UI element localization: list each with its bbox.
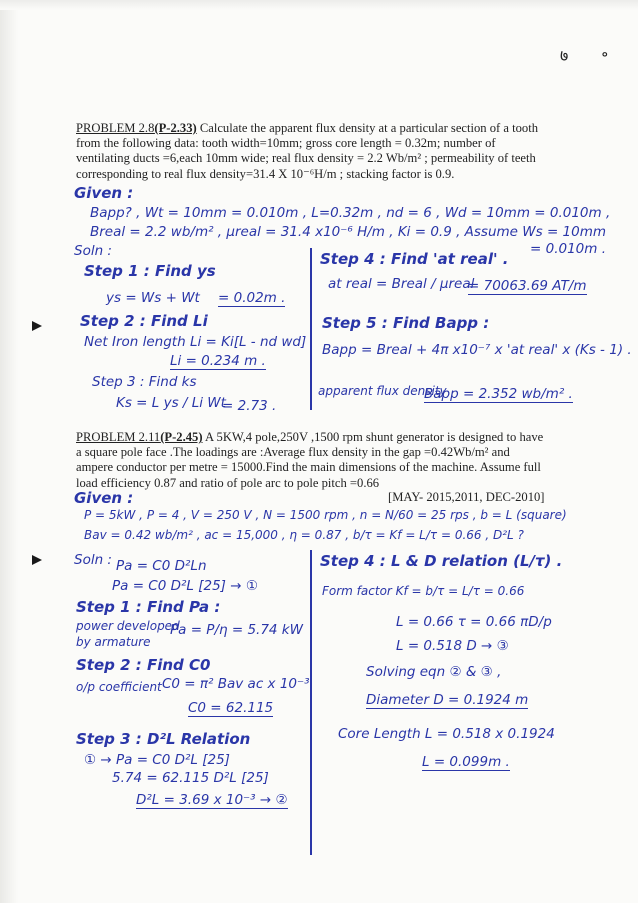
s2-step-4-title: Step 4 : L & D relation (L/τ) . — [320, 552, 563, 570]
given-line-1: Bapp? , Wt = 10mm = 0.010m , L=0.32m , nd = 6 , Wd = 10mm = 0.010m , — [90, 205, 611, 221]
problem-2-line-2: a square pole face .The loadings are :Average flux density in the gap =0.42Wb/m² and — [76, 445, 510, 460]
s2-step-2-answer: C0 = 62.115 — [188, 700, 274, 716]
step-2-equation: Net Iron length Li = Ki[L - nd wd] — [84, 334, 307, 350]
step-4-title: Step 4 : Find 'at real' . — [320, 250, 509, 268]
given-label-2: Given : — [74, 489, 134, 507]
step-2-title: Step 2 : Find Li — [80, 312, 208, 330]
s2-step-1-label-2: by armature — [76, 635, 151, 649]
s2-step-2-label: o/p coefficient — [76, 680, 162, 694]
step-3-answer: = 2.73 . — [222, 398, 277, 414]
step-5-result: Bapp = 2.352 wb/m² . — [424, 386, 573, 402]
step-1-title: Step 1 : Find ys — [84, 262, 216, 280]
column-divider-1 — [310, 248, 312, 410]
binder-mark-icon — [30, 319, 44, 333]
given-line-3: = 0.010m . — [530, 241, 606, 257]
problem-2-statement — [76, 430, 600, 491]
s2-step-3-equation-2: 5.74 = 62.115 D²L [25] — [112, 770, 269, 786]
step-3-equation: Ks = L ys / Li Wt — [116, 395, 226, 411]
s2-step-1-equation: Pa = P/η = 5.74 kW — [170, 622, 303, 638]
step-4-equation: at real = Breal / μreal — [328, 276, 475, 292]
s2-step-4-final: L = 0.099m . — [422, 754, 510, 770]
problem-1-statement — [76, 121, 596, 182]
problem-2-label: PROBLEM 2.11(P-2.45) — [76, 430, 203, 444]
column-divider-2 — [310, 550, 312, 855]
step-1-answer: = 0.02m . — [218, 290, 286, 306]
s2-step-4-l-eq-2: L = 0.518 D → ③ — [396, 638, 509, 654]
soln-label-2: Soln : — [74, 552, 112, 568]
s2-step-3-answer: D²L = 3.69 x 10⁻³ → ② — [136, 792, 288, 808]
s2-step-4-core-length: Core Length L = 0.518 x 0.1924 — [338, 726, 555, 742]
step-5-result-label: apparent flux density — [318, 384, 447, 398]
s2-step-1-label-1: power developed — [76, 619, 180, 633]
s2-step-1-title: Step 1 : Find Pa : — [76, 598, 221, 616]
exam-reference: [MAY- 2015,2011, DEC-2010] — [388, 490, 545, 504]
pa-equation-1: Pa = C0 D²Ln — [116, 558, 207, 574]
s2-step-2-title: Step 2 : Find C0 — [76, 656, 211, 674]
page-top-shadow — [0, 0, 638, 10]
problem-1-line-2: from the following data: tooth width=10mm; gross core length = 0.32m; number of — [76, 136, 496, 151]
s2-step-4-solving: Solving eqn ② & ③ , — [366, 664, 502, 680]
page-edge-shadow — [0, 0, 18, 903]
s2-step-2-equation: C0 = π² Bav ac x 10⁻³ — [162, 676, 310, 692]
given-2-line-1: P = 5kW , P = 4 , V = 250 V , N = 1500 rpm , n = N/60 = 25 rps , b = L (square) — [84, 508, 567, 522]
problem-2-line-3: ampere conductor per metre = 15000.Find the main dimensions of the machine. Assume full — [76, 460, 541, 475]
step-2-answer: Li = 0.234 m . — [170, 353, 266, 369]
s2-step-4-l-eq-1: L = 0.66 τ = 0.66 πD/p — [396, 614, 552, 630]
step-5-title: Step 5 : Find Bapp : — [322, 314, 490, 332]
given-2-line-2: Bav = 0.42 wb/m² , ac = 15,000 , η = 0.87 , b/τ = Kf = L/τ = 0.66 , D²L ? — [84, 528, 524, 542]
problem-2-text: A 5KW,4 pole,250V ,1500 rpm shunt generator is designed to have — [202, 430, 544, 444]
given-line-2: Breal = 2.2 wb/m² , μreal = 31.4 x10⁻⁶ H/m , Ki = 0.9 , Assume Ws = 10mm — [90, 224, 607, 240]
problem-1-line-3: ventilating ducts =6,each 10mm wide; real flux density = 2.2 Wb/m² ; permeability of teeth — [76, 151, 536, 166]
binder-mark-icon — [30, 553, 44, 567]
step-3-title: Step 3 : Find ks — [92, 374, 197, 390]
s2-step-4-diameter: Diameter D = 0.1924 m — [366, 692, 529, 708]
problem-1-text: Calculate the apparent flux density at a particular section of a tooth — [196, 121, 539, 135]
pa-equation-2: Pa = C0 D²L [25] → ① — [112, 578, 258, 594]
problem-2-line-4: load efficiency 0.87 and ratio of pole arc to pole pitch =0.66 — [76, 475, 380, 490]
step-5-equation: Bapp = Breal + 4π x10⁻⁷ x 'at real' x (Ks - 1) . — [322, 342, 632, 358]
step-4-answer: = 70063.69 AT/m — [468, 278, 587, 294]
s2-step-3-equation-1: ① → Pa = C0 D²L [25] — [84, 752, 230, 768]
given-label-1: Given : — [74, 184, 134, 202]
s2-step-3-title: Step 3 : D²L Relation — [76, 730, 251, 748]
s2-step-4-form-factor: Form factor Kf = b/τ = L/τ = 0.66 — [322, 584, 525, 598]
problem-1-line-4: corresponding to real flux density=31.4 X 10⁻⁶H/m ; stacking factor is 0.9. — [76, 166, 455, 181]
problem-1-label: PROBLEM 2.8(P-2.33) — [76, 121, 197, 135]
page-number: ७ ॰ — [560, 46, 623, 65]
step-1-equation: ys = Ws + Wt — [106, 290, 200, 306]
soln-label-1: Soln : — [74, 243, 112, 259]
